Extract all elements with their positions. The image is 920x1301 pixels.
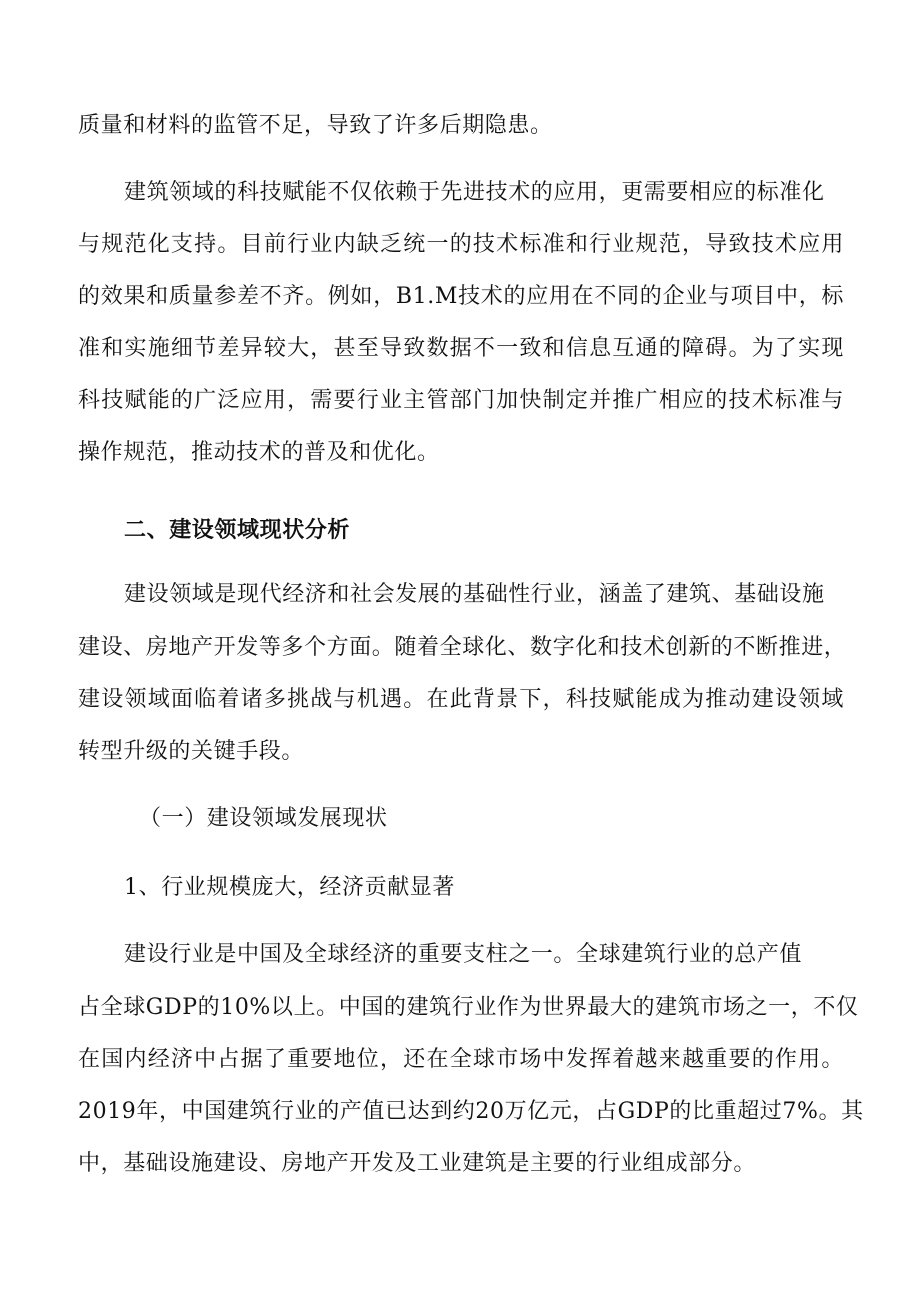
item-heading: 1、行业规模庞大，经济贡献显著 (124, 875, 455, 900)
paragraph-line: 科技赋能的广泛应用，需要行业主管部门加快制定并推广相应的技术标准与 (78, 388, 844, 413)
paragraph-line: 质量和材料的监管不足，导致了许多后期隐患。 (78, 113, 553, 138)
paragraph-line: 的效果和质量参差不齐。例如，B1.M技术的应用在不同的企业与项目中，标 (78, 284, 844, 309)
paragraph-line: 在国内经济中占据了重要地位，还在全球市场中发挥着越来越重要的作用。 (78, 1047, 844, 1072)
paragraph-line: 准和实施细节差异较大，甚至导致数据不一致和信息互通的障碍。为了实现 (78, 336, 844, 361)
paragraph-line: 中，基础设施建设、房地产开发及工业建筑是主要的行业组成部分。 (78, 1151, 757, 1176)
paragraph-line: 建设行业是中国及全球经济的重要支柱之一。全球建筑行业的总产值 (124, 942, 803, 967)
paragraph-line: 建设、房地产开发等多个方面。随着全球化、数字化和技术创新的不断推进， (78, 635, 847, 660)
paragraph-line: 转型升级的关键手段。 (78, 739, 305, 764)
paragraph-line: 操作规范，推动技术的普及和优化。 (78, 440, 440, 465)
paragraph-line: 占全球GDP的10%以上。中国的建筑行业作为世界最大的建筑市场之一，不仅 (78, 995, 859, 1020)
paragraph-line: 建筑领域的科技赋能不仅依赖于先进技术的应用，更需要相应的标准化 (124, 180, 825, 205)
paragraph-line: 与规范化支持。目前行业内缺乏统一的技术标准和行业规范，导致技术应用 (78, 232, 844, 257)
subsection-heading: （一）建设领域发展现状 (139, 806, 388, 831)
paragraph-line: 2019年，中国建筑行业的产值已达到约20万亿元，占GDP的比重超过7%。其 (78, 1099, 864, 1124)
paragraph-line: 建设领域面临着诸多挑战与机遇。在此背景下，科技赋能成为推动建设领域 (78, 687, 844, 712)
paragraph-line: 建设领域是现代经济和社会发展的基础性行业，涵盖了建筑、基础设施 (124, 582, 825, 607)
section-heading: 二、建设领域现状分析 (124, 518, 351, 543)
